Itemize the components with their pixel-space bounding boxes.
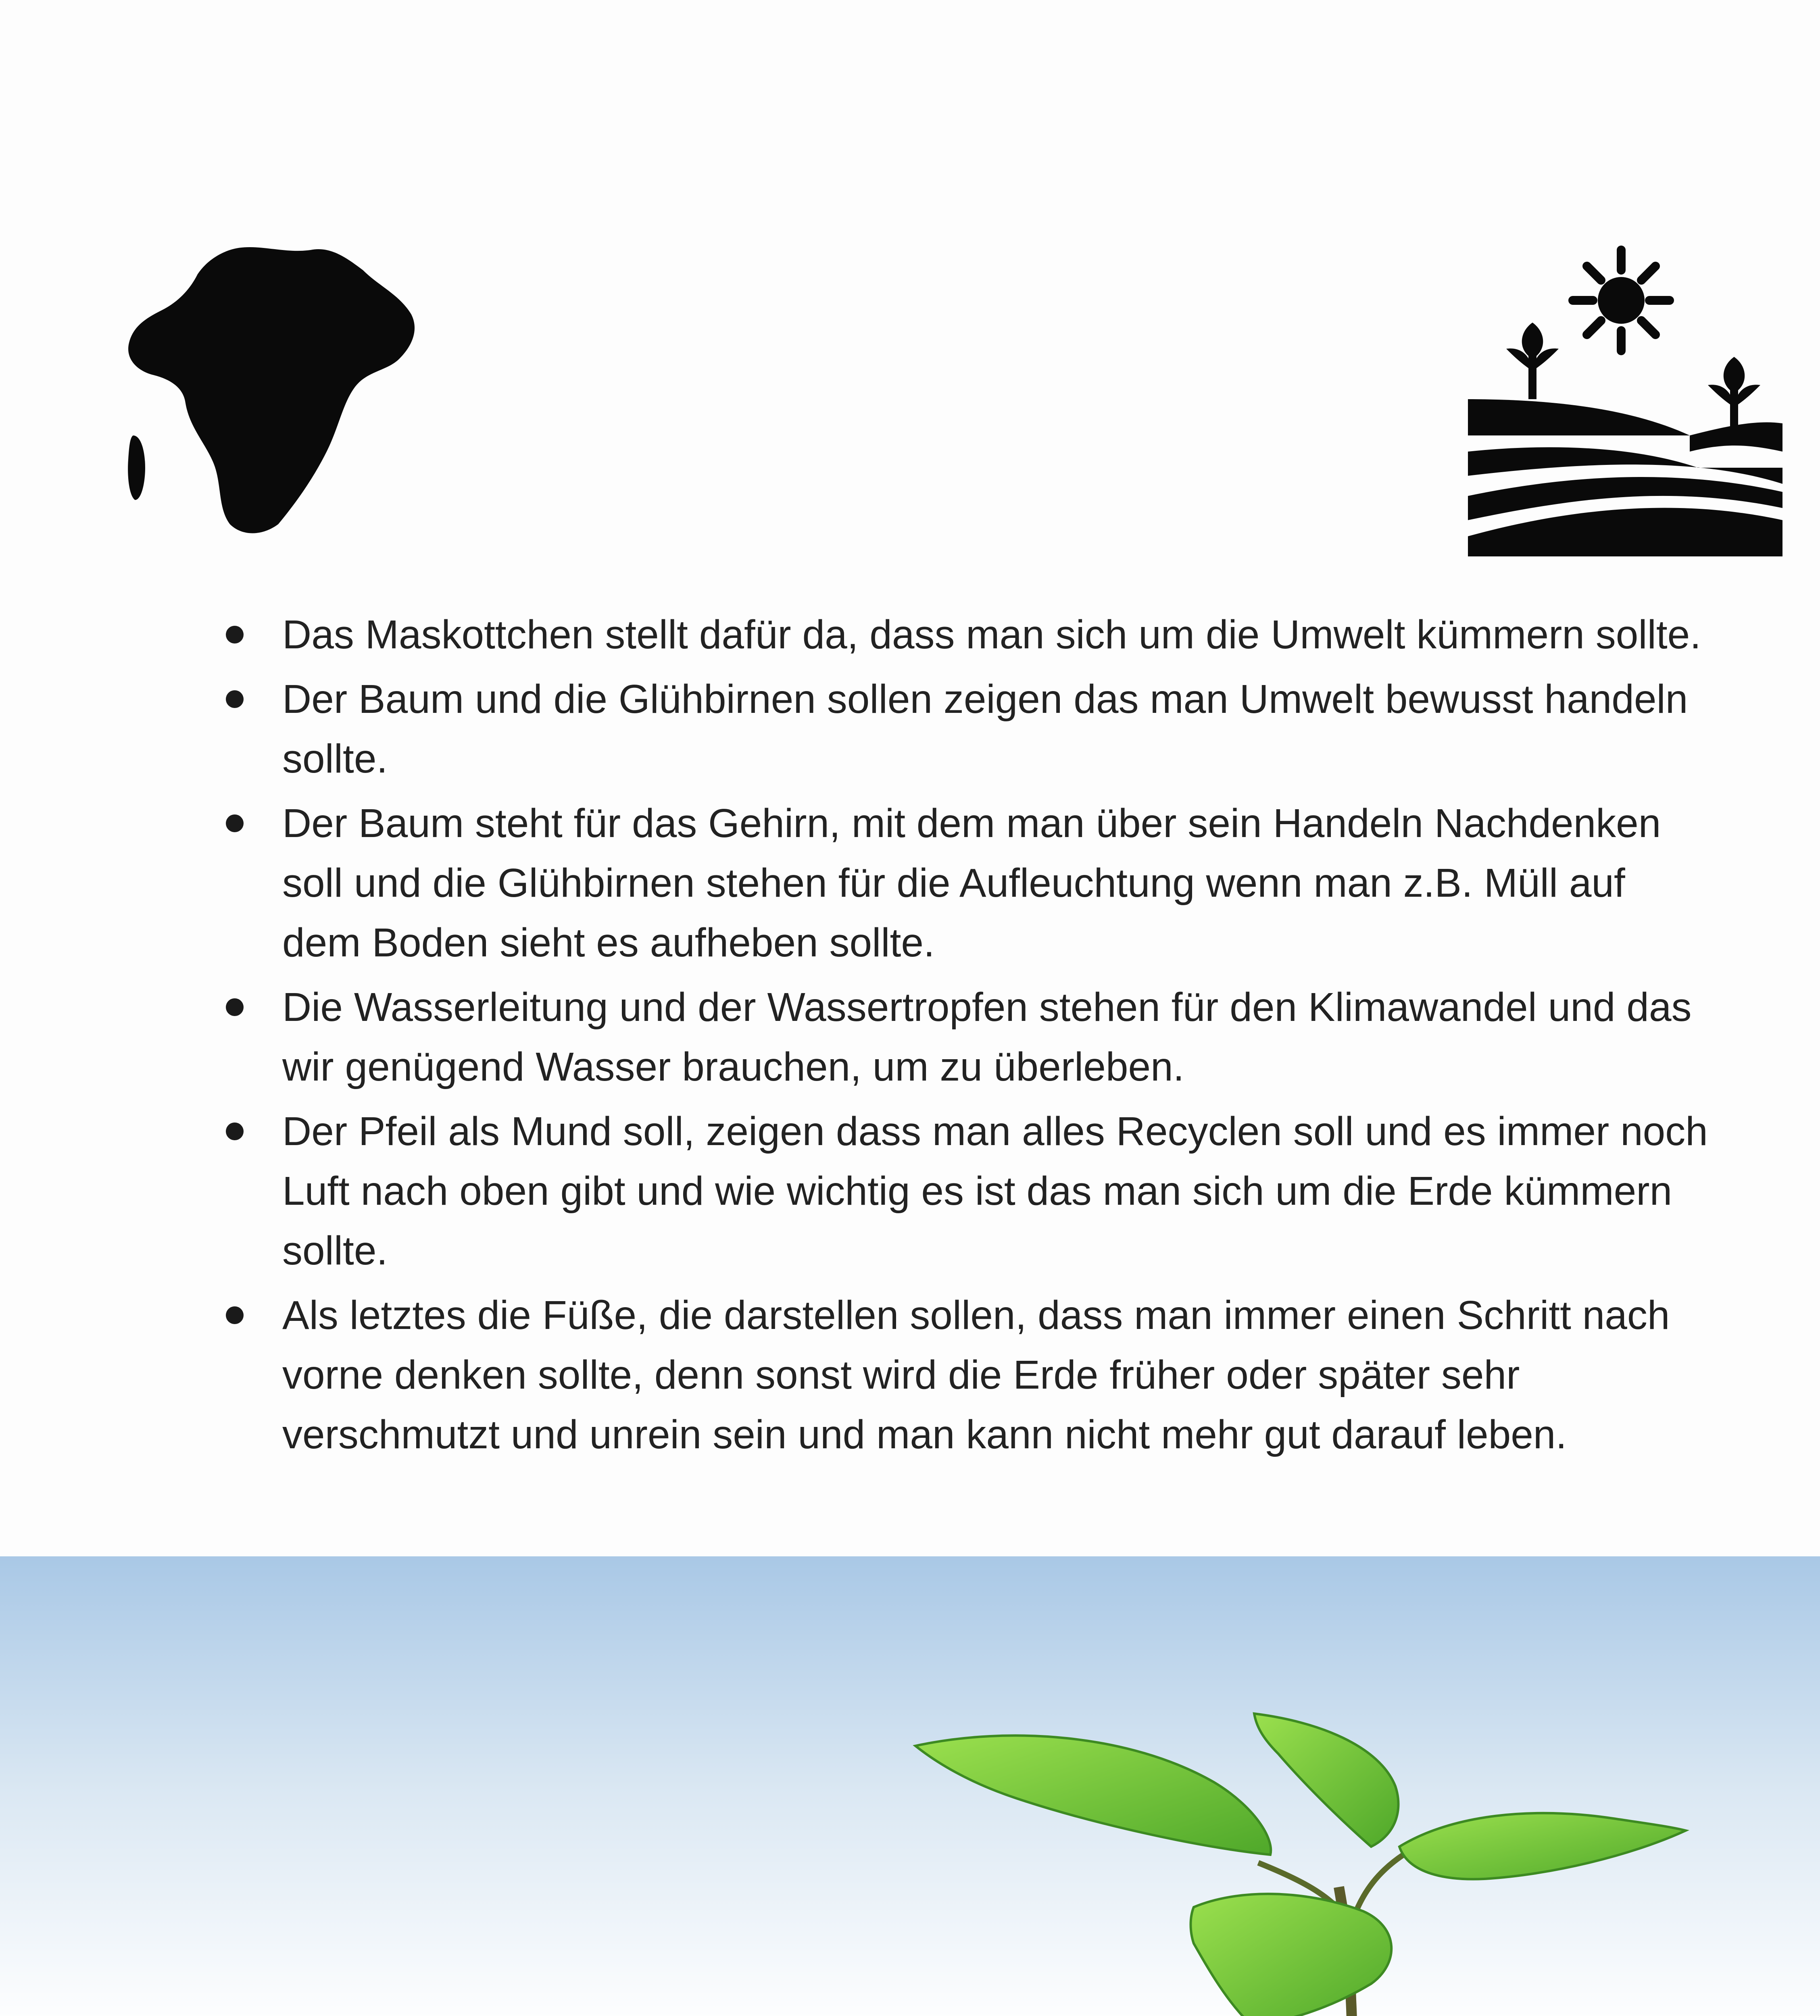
- bullet-item: Als letztes die Füße, die darstellen sollen, dass man immer einen Schritt nach vorne denken sollte, denn sonst wird die Erde früher oder später sehr verschmutzt und unrein sein und man kann nicht mehr gut darauf leben.: [218, 1285, 1710, 1464]
- farm-field-icon: [1464, 242, 1787, 556]
- bullet-item: Der Baum und die Glühbirnen sollen zeigen das man Umwelt bewusst handeln sollte.: [218, 669, 1710, 789]
- bullet-item: Die Wasserleitung und der Wassertropfen stehen für den Klimawandel und das wir genügend Wasser brauchen, um zu überleben.: [218, 977, 1710, 1097]
- bullet-item: Der Baum steht für das Gehirn, mit dem man über sein Handeln Nachdenken soll und die Glühbirnen stehen für die Aufleuchtung wenn man z.B. Müll auf dem Boden sieht es aufheben sollte.: [218, 793, 1710, 973]
- africa-map-icon: [121, 226, 436, 548]
- bullet-item: Das Maskottchen stellt dafür da, dass man sich um die Umwelt kümmern sollte.: [218, 605, 1710, 664]
- bullet-item: Der Pfeil als Mund soll, zeigen dass man alles Recyclen soll und es immer noch Luft nach oben gibt und wie wichtig es ist das man sich um die Erde kümmern sollte.: [218, 1102, 1710, 1281]
- bullet-list: [218, 605, 1710, 1469]
- sky: [0, 1556, 1820, 2016]
- seedling-photo: [0, 1556, 1820, 2016]
